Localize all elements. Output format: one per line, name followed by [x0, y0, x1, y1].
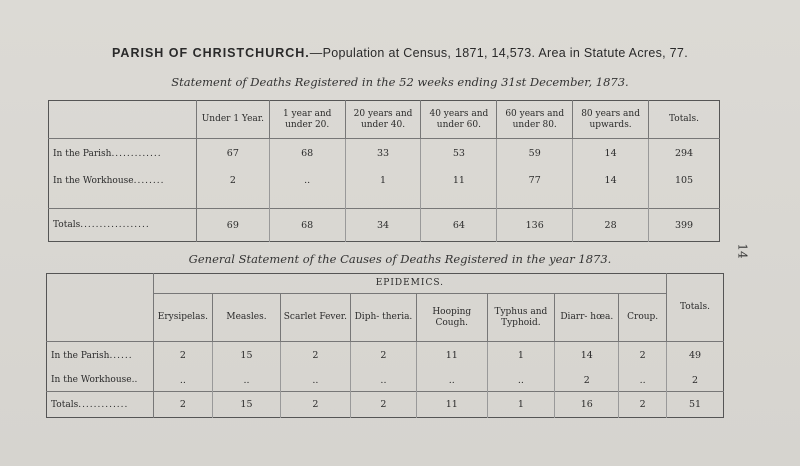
table-cell: 64 [421, 209, 497, 242]
table-cell: 68 [269, 139, 345, 169]
page-heading [0, 46, 800, 60]
table-cell: 67 [196, 139, 269, 169]
table-cell: 2 [691, 374, 699, 386]
deaths-table-title: Statement of Deaths Registered in the 52 weeks ending 31st December, 1873. [171, 75, 629, 89]
table-cell: .. [213, 370, 281, 392]
totals-header: Totals. [667, 274, 724, 342]
table-cell: 2 [555, 370, 619, 392]
row-label: In the Workhouse.. [47, 370, 154, 392]
table-row [47, 342, 724, 370]
table-cell: 11 [421, 169, 497, 193]
totals-row [47, 392, 724, 418]
table-cell: .. [153, 370, 212, 392]
corner-cell [49, 101, 197, 139]
table-cell: 294 [674, 148, 694, 160]
table-cell: 2 [196, 169, 269, 193]
table-cell: .. [280, 370, 350, 392]
table-cell: 2 [280, 342, 350, 370]
table-cell: 77 [497, 169, 573, 193]
row-label: In the Workhouse........ [49, 169, 197, 193]
column-header: Erysipelas. [153, 294, 212, 342]
table-cell: .. [269, 169, 345, 193]
table-cell: 11 [417, 342, 487, 370]
parish-name: PARISH OF CHRISTCHURCH. [112, 46, 310, 60]
table-row [49, 169, 720, 193]
totals-row [49, 209, 720, 242]
page-number: 14 [735, 243, 750, 259]
column-header: 20 years and under 40. [345, 101, 421, 139]
column-header: Hooping Cough. [417, 294, 487, 342]
group-header-row [47, 274, 724, 294]
column-header: Typhus and Typhoid. [487, 294, 555, 342]
row-label: In the Parish...... [47, 342, 154, 370]
column-header: Diarr- hœa. [555, 294, 619, 342]
row-label: In the Parish............. [49, 139, 197, 169]
column-header: Measles. [213, 294, 281, 342]
column-header: Diph- theria. [350, 294, 416, 342]
row-label: Totals.................. [49, 209, 197, 242]
table-cell: 1 [487, 392, 555, 418]
table-cell: 59 [497, 139, 573, 169]
row-label: Totals............. [47, 392, 154, 418]
table-cell: 14 [573, 139, 649, 169]
table-cell: .. [350, 370, 416, 392]
column-header: Scarlet Fever. [280, 294, 350, 342]
column-header: 60 years and under 80. [497, 101, 573, 139]
table-cell: .. [487, 370, 555, 392]
table-cell: 1 [487, 342, 555, 370]
column-header: 1 year and under 20. [269, 101, 345, 139]
table-cell: 15 [213, 392, 281, 418]
spacer-row [49, 193, 720, 209]
table-cell: 51 [667, 392, 724, 418]
table-cell: 14 [573, 169, 649, 193]
table-cell: 16 [555, 392, 619, 418]
table-cell: 14 [555, 342, 619, 370]
table-header-row [49, 101, 720, 139]
table-cell: 105 [674, 175, 694, 186]
table-cell: 2 [350, 342, 416, 370]
table-cell: 53 [421, 139, 497, 169]
table-cell: 2 [350, 392, 416, 418]
table-cell: 2 [619, 342, 667, 370]
deaths-by-age-table [48, 100, 720, 242]
table-cell: 2 [153, 392, 212, 418]
table-cell: 49 [688, 350, 702, 362]
table-cell: 69 [196, 209, 269, 242]
epidemics-header: EPIDEMICS. [153, 274, 666, 294]
column-header: 40 years and under 60. [421, 101, 497, 139]
table-row [47, 370, 724, 392]
table-cell: .. [619, 370, 667, 392]
parish-census-info: —Population at Census, 1871, 14,573. Area in Statute Acres, 77. [309, 46, 688, 60]
column-header: Totals. [649, 101, 720, 139]
table-cell: 11 [417, 392, 487, 418]
column-header: Under 1 Year. [196, 101, 269, 139]
table-cell: 34 [345, 209, 421, 242]
column-header: 80 years and upwards. [573, 101, 649, 139]
table-cell: 2 [153, 342, 212, 370]
causes-of-death-table [46, 273, 724, 418]
table-cell: .. [417, 370, 487, 392]
table-row [49, 139, 720, 169]
table-cell: 68 [269, 209, 345, 242]
table-cell: 399 [649, 209, 720, 242]
corner-cell [47, 274, 154, 342]
table-cell: 33 [345, 139, 421, 169]
table-cell: 28 [573, 209, 649, 242]
table-cell: 15 [213, 342, 281, 370]
column-header: Croup. [619, 294, 667, 342]
causes-table-title: General Statement of the Causes of Deaths Registered in the year 1873. [188, 252, 612, 266]
table-cell: 2 [280, 392, 350, 418]
table-cell: 136 [497, 209, 573, 242]
table-cell: 1 [345, 169, 421, 193]
table-cell: 2 [619, 392, 667, 418]
